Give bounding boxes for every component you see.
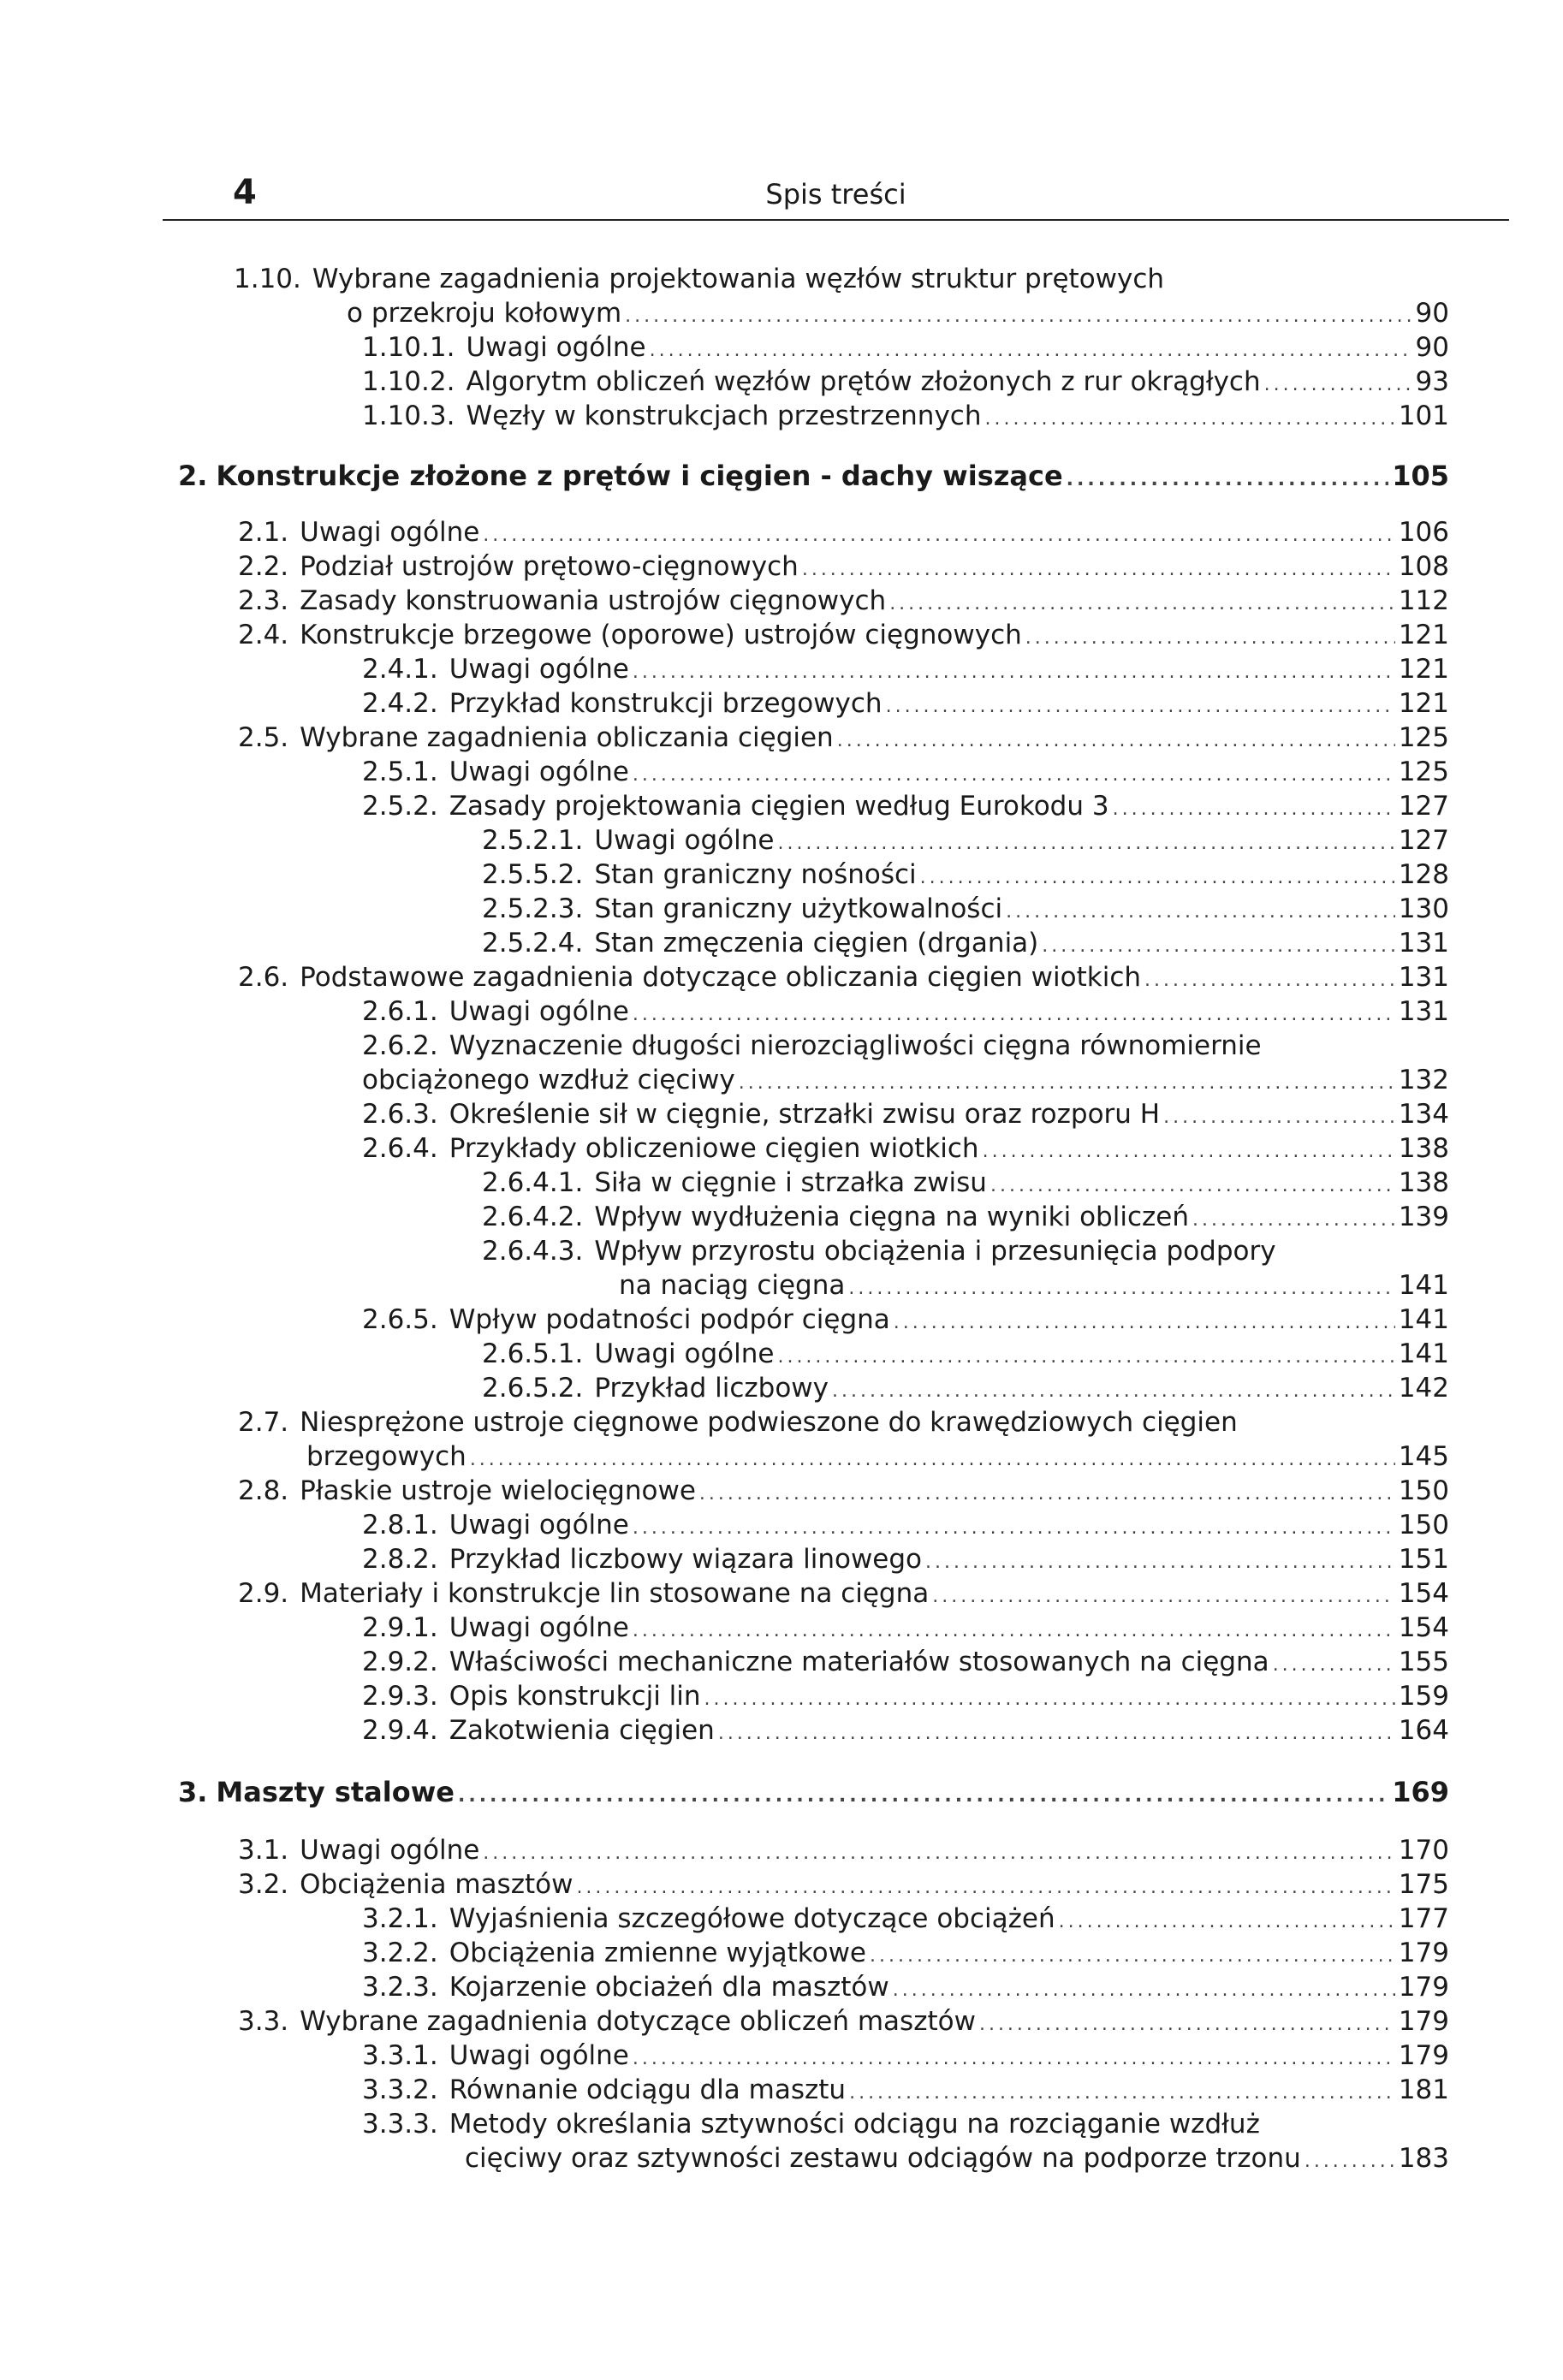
dot-leader bbox=[1273, 1648, 1395, 1683]
toc-entry-page: 90 bbox=[1415, 332, 1449, 363]
dot-leader bbox=[990, 1169, 1395, 1203]
toc-entry-number: 3.3. bbox=[238, 2006, 289, 2037]
dot-leader bbox=[633, 758, 1395, 792]
toc-entry-title: Uwagi ogólne bbox=[466, 332, 646, 363]
toc-entry-page: 127 bbox=[1398, 825, 1449, 856]
toc-entry-page: 138 bbox=[1398, 1133, 1449, 1164]
dot-leader bbox=[1067, 463, 1389, 497]
toc-entry-number: 3.3.1. bbox=[362, 2040, 438, 2071]
toc-entry-title: Uwagi ogólne bbox=[300, 517, 480, 548]
toc-entry-title: Uwagi ogólne bbox=[449, 1510, 629, 1540]
toc-entry-page: 125 bbox=[1398, 757, 1449, 787]
toc-entry-page: 150 bbox=[1398, 1510, 1449, 1540]
toc-entry-number: 2.8. bbox=[238, 1475, 289, 1506]
toc-entry-number: 2.4.1. bbox=[362, 654, 438, 685]
toc-entry-page: 121 bbox=[1398, 620, 1449, 650]
toc-entry-page: 128 bbox=[1398, 859, 1449, 890]
toc-entry-title-line1: Wpływ przyrostu obciążenia i przesunięcia podpory bbox=[594, 1236, 1276, 1267]
toc-entry[interactable] bbox=[362, 652, 1449, 690]
toc-entry-number: 2.9.1. bbox=[362, 1612, 438, 1643]
dot-leader bbox=[633, 998, 1395, 1032]
toc-entry[interactable] bbox=[306, 1439, 1449, 1477]
dot-leader bbox=[576, 1871, 1394, 1905]
dot-leader bbox=[470, 1443, 1395, 1477]
toc-entry-title: Przykład liczbowy wiązara linowego bbox=[449, 1544, 923, 1575]
toc-entry-title: Zasady projektowania cięgien według Eurokodu 3 bbox=[449, 791, 1109, 822]
toc-entry-first-line bbox=[362, 1029, 1262, 1063]
toc-entry[interactable] bbox=[482, 892, 1449, 929]
dot-leader bbox=[777, 1340, 1394, 1374]
toc-entry[interactable] bbox=[362, 1611, 1449, 1648]
toc-entry-number: 2.5.2. bbox=[362, 791, 438, 822]
toc-entry-title: Wpływ podatności podpór cięgna bbox=[449, 1304, 890, 1335]
toc-entry-number: 2.6.4.3. bbox=[482, 1236, 584, 1267]
toc-entry-page: 93 bbox=[1415, 366, 1449, 397]
toc-entry-number: 3.2.2. bbox=[362, 1938, 438, 1968]
dot-leader bbox=[849, 2076, 1395, 2110]
toc-entry-number: 2.2. bbox=[238, 551, 289, 582]
dot-leader bbox=[483, 1837, 1395, 1871]
dot-leader bbox=[633, 2042, 1395, 2076]
dot-leader bbox=[633, 1614, 1395, 1648]
toc-entry-number: 1.10.2. bbox=[362, 366, 455, 397]
toc-entry-title: Obciążenia zmienne wyjątkowe bbox=[449, 1938, 867, 1968]
toc-entry-title-line1: Wyznaczenie długości nierozciągliwości cięgna równomiernie bbox=[449, 1030, 1262, 1061]
toc-entry-title: Płaskie ustroje wielocięgnowe bbox=[300, 1475, 696, 1506]
toc-entry-title: Wybrane zagadnienia dotyczące obliczeń masztów bbox=[300, 2006, 976, 2037]
toc-entry-title: Węzły w konstrukcjach przestrzennych bbox=[466, 401, 982, 431]
toc-entry-number: 3. bbox=[178, 1776, 208, 1808]
toc-entry-number: 3.3.3. bbox=[362, 2109, 438, 2140]
dot-leader bbox=[1192, 1203, 1395, 1237]
toc-entry-page: 145 bbox=[1398, 1441, 1449, 1472]
toc-entry-page: 108 bbox=[1398, 551, 1449, 582]
dot-leader bbox=[633, 656, 1395, 690]
toc-entry-page: 131 bbox=[1398, 996, 1449, 1027]
toc-entry[interactable] bbox=[482, 1200, 1449, 1237]
toc-entry-number: 2.4.2. bbox=[362, 688, 438, 719]
toc-entry-page: 177 bbox=[1398, 1903, 1449, 1934]
toc-entry-number: 1.10. bbox=[234, 264, 301, 294]
toc-entry-first-line bbox=[238, 1405, 1238, 1439]
toc-entry-number: 2.6.3. bbox=[362, 1099, 438, 1130]
dot-leader bbox=[870, 1939, 1395, 1973]
toc-entry-page: 150 bbox=[1398, 1475, 1449, 1506]
toc-entry-page: 179 bbox=[1398, 1938, 1449, 1968]
toc-entry[interactable] bbox=[238, 1474, 1449, 1511]
toc-entry-number: 2.5.2.1. bbox=[482, 825, 584, 856]
toc-entry-page: 164 bbox=[1398, 1715, 1449, 1746]
toc-entry-number: 3.2.1. bbox=[362, 1903, 438, 1934]
toc-entry-title: Uwagi ogólne bbox=[449, 1612, 629, 1643]
dot-leader bbox=[1264, 368, 1412, 402]
toc-entry[interactable] bbox=[362, 1303, 1449, 1340]
toc-entry-number: 1.10.3. bbox=[362, 401, 455, 431]
toc-entry-page: 101 bbox=[1398, 401, 1449, 431]
toc-entry-page: 134 bbox=[1398, 1099, 1449, 1130]
toc-entry-title: Równanie odciągu dla masztu bbox=[449, 2074, 847, 2105]
dot-leader bbox=[832, 1374, 1395, 1409]
toc-entry-page: 151 bbox=[1398, 1544, 1449, 1575]
toc-entry[interactable] bbox=[362, 330, 1449, 368]
toc-entry-title: Uwagi ogólne bbox=[449, 996, 629, 1027]
toc-entry-title: Konstrukcje brzegowe (oporowe) ustrojów cięgnowych bbox=[300, 620, 1022, 650]
toc-entry-title: Konstrukcje złożone z prętów i cięgien - dachy wiszące bbox=[216, 460, 1063, 492]
toc-entry-title: Siła w cięgnie i strzałka zwisu bbox=[594, 1167, 987, 1198]
toc-entry-number: 2.6.4. bbox=[362, 1133, 438, 1164]
dot-leader bbox=[704, 1683, 1395, 1717]
dot-leader bbox=[979, 2008, 1395, 2042]
toc-entry-number: 2.5.2.3. bbox=[482, 893, 584, 924]
toc-entry-number: 2.6.5.2. bbox=[482, 1373, 584, 1404]
toc-entry-number: 2.5.1. bbox=[362, 757, 438, 787]
toc-entry-number: 3.1. bbox=[238, 1835, 289, 1866]
toc-entry[interactable] bbox=[362, 1713, 1449, 1751]
dot-leader bbox=[1163, 1101, 1395, 1135]
toc-entry-first-line bbox=[482, 1234, 1276, 1268]
toc-entry[interactable] bbox=[482, 823, 1449, 861]
dot-leader bbox=[1144, 964, 1395, 998]
toc-entry[interactable] bbox=[362, 2073, 1449, 2110]
dot-leader bbox=[1006, 895, 1395, 929]
toc-entry-page: 181 bbox=[1398, 2074, 1449, 2105]
toc-entry[interactable] bbox=[482, 926, 1449, 964]
toc-entry-title: Stan graniczny użytkowalności bbox=[594, 893, 1003, 924]
toc-entry[interactable] bbox=[482, 1166, 1449, 1203]
toc-entry[interactable] bbox=[362, 1097, 1449, 1135]
toc-entry[interactable] bbox=[362, 994, 1449, 1032]
dot-leader bbox=[893, 1973, 1395, 2008]
dot-leader bbox=[886, 690, 1395, 724]
toc-entry-title: Wpływ wydłużenia cięgna na wyniki obliczeń bbox=[594, 1202, 1189, 1232]
toc-entry-number: 2. bbox=[178, 460, 208, 492]
toc-entry-number: 2.6.4.1. bbox=[482, 1167, 584, 1198]
dot-leader bbox=[983, 1135, 1395, 1169]
toc-entry[interactable] bbox=[362, 2039, 1449, 2076]
toc-entry-number: 2.6.5. bbox=[362, 1304, 438, 1335]
toc-entry-title: Uwagi ogólne bbox=[594, 1338, 775, 1369]
toc-entry[interactable] bbox=[362, 1508, 1449, 1546]
dot-leader bbox=[483, 519, 1395, 553]
toc-entry[interactable] bbox=[238, 1867, 1449, 1905]
toc-entry[interactable] bbox=[362, 1645, 1449, 1683]
toc-entry-number: 2.9.3. bbox=[362, 1681, 438, 1712]
toc-entry[interactable] bbox=[238, 721, 1449, 758]
toc-entry-title: Kojarzenie obciażeń dla masztów bbox=[449, 1972, 889, 2003]
toc-entry-page: 141 bbox=[1398, 1304, 1449, 1335]
dot-leader bbox=[802, 553, 1395, 587]
toc-entry[interactable] bbox=[482, 858, 1449, 895]
toc-entry[interactable] bbox=[362, 1970, 1449, 2008]
toc-entry[interactable] bbox=[482, 1337, 1449, 1374]
dot-leader bbox=[699, 1477, 1395, 1511]
toc-entry-page: 139 bbox=[1398, 1202, 1449, 1232]
dot-leader bbox=[894, 1306, 1395, 1340]
toc-entry-title: Materiały i konstrukcje lin stosowane na cięgna bbox=[300, 1578, 930, 1609]
toc-entry-title: Wyjaśnienia szczegółowe dotyczące obciążeń bbox=[449, 1903, 1055, 1934]
toc-entry[interactable] bbox=[619, 1268, 1449, 1306]
running-title: Spis treści bbox=[765, 178, 906, 211]
toc-entry[interactable] bbox=[362, 365, 1449, 402]
toc-entry-title: Przykłady obliczeniowe cięgien wiotkich bbox=[449, 1133, 979, 1164]
toc-entry-number: 2.5.2.4. bbox=[482, 928, 584, 959]
dot-leader bbox=[1113, 792, 1395, 827]
toc-entry-page: 125 bbox=[1398, 722, 1449, 753]
dot-leader bbox=[777, 827, 1394, 861]
toc-entry-number: 2.7. bbox=[238, 1407, 289, 1438]
toc-entry-title-line1: Wybrane zagadnienia projektowania węzłów struktur prętowych bbox=[312, 264, 1165, 294]
toc-entry-title: Wybrane zagadnienia obliczania cięgien bbox=[300, 722, 834, 753]
toc-entry-page: 131 bbox=[1398, 962, 1449, 993]
toc-entry-page: 105 bbox=[1392, 460, 1449, 492]
toc-entry-first-line bbox=[234, 262, 1164, 296]
toc-entry-title: Podział ustrojów prętowo-cięgnowych bbox=[300, 551, 799, 582]
toc-entry-title: o przekroju kołowym bbox=[347, 298, 622, 329]
dot-leader bbox=[985, 402, 1395, 436]
dot-leader bbox=[837, 724, 1395, 758]
toc-entry[interactable] bbox=[362, 686, 1449, 724]
dot-leader bbox=[458, 1779, 1388, 1813]
toc-entry-number: 2.9.2. bbox=[362, 1647, 438, 1677]
toc-entry-page: 130 bbox=[1398, 893, 1449, 924]
toc-entry-number: 2.6.2. bbox=[362, 1030, 438, 1061]
dot-leader bbox=[633, 1511, 1395, 1546]
toc-entry[interactable] bbox=[238, 618, 1449, 656]
toc-entry-title: Uwagi ogólne bbox=[300, 1835, 480, 1866]
page-header bbox=[163, 171, 1509, 221]
toc-entry[interactable] bbox=[362, 399, 1449, 436]
toc-entry[interactable] bbox=[238, 2004, 1449, 2042]
toc-entry-title-line1: Metody określania sztywności odciągu na rozciąganie wzdłuż bbox=[449, 2109, 1260, 2140]
toc-entry-number: 2.8.1. bbox=[362, 1510, 438, 1540]
toc-entry-title: Uwagi ogólne bbox=[449, 654, 629, 685]
toc-entry-title: Maszty stalowe bbox=[216, 1776, 455, 1808]
toc-entry-page: 131 bbox=[1398, 928, 1449, 959]
toc-entry-number: 2.9. bbox=[238, 1578, 289, 1609]
toc-entry-title: Uwagi ogólne bbox=[449, 757, 629, 787]
toc-entry[interactable] bbox=[362, 1542, 1449, 1580]
toc-entry[interactable] bbox=[238, 515, 1449, 553]
toc-entry-page: 121 bbox=[1398, 688, 1449, 719]
toc-entry-title-line1: Niesprężone ustroje cięgnowe podwieszone do krawędziowych cięgien bbox=[300, 1407, 1238, 1438]
toc-entry-page: 138 bbox=[1398, 1167, 1449, 1198]
toc-entry[interactable] bbox=[347, 296, 1449, 334]
toc-entry-title: Zakotwienia cięgien bbox=[449, 1715, 715, 1746]
toc-entry-title: Stan zmęczenia cięgien (drgania) bbox=[594, 928, 1039, 959]
toc-entry-page: 159 bbox=[1398, 1681, 1449, 1712]
toc-entry-page: 179 bbox=[1398, 1972, 1449, 2003]
toc-entry-page: 132 bbox=[1398, 1065, 1449, 1095]
toc-entry-number: 2.8.2. bbox=[362, 1544, 438, 1575]
toc-entry[interactable] bbox=[465, 2141, 1449, 2179]
toc-entry-page: 154 bbox=[1398, 1612, 1449, 1643]
dot-leader bbox=[920, 861, 1395, 895]
toc-entry-page: 183 bbox=[1398, 2143, 1449, 2174]
toc-entry[interactable] bbox=[238, 1576, 1449, 1614]
toc-entry-title: Opis konstrukcji lin bbox=[449, 1681, 701, 1712]
toc-entry-first-line bbox=[362, 2107, 1260, 2141]
toc-entry[interactable] bbox=[362, 1902, 1449, 1939]
toc-entry-number: 2.3. bbox=[238, 585, 289, 616]
toc-entry-page: 106 bbox=[1398, 517, 1449, 548]
toc-entry-title: Uwagi ogólne bbox=[449, 2040, 629, 2071]
toc-entry-title: na naciąg cięgna bbox=[619, 1270, 846, 1301]
toc-entry[interactable] bbox=[362, 1936, 1449, 1973]
toc-entry-page: 142 bbox=[1398, 1373, 1449, 1404]
dot-leader bbox=[625, 300, 1411, 334]
toc-entry-title: Zasady konstruowania ustrojów cięgnowych bbox=[300, 585, 887, 616]
toc-chapter-entry[interactable] bbox=[178, 1775, 1449, 1813]
toc-entry-title: Algorytm obliczeń węzłów prętów złożonych z rur okrągłych bbox=[466, 366, 1261, 397]
toc-entry-number: 1.10.1. bbox=[362, 332, 455, 363]
dot-leader bbox=[1059, 1905, 1395, 1939]
dot-leader bbox=[1042, 929, 1395, 964]
dot-leader bbox=[650, 334, 1412, 368]
toc-entry-title: Obciążenia masztów bbox=[300, 1869, 573, 1900]
toc-entry-number: 3.3.2. bbox=[362, 2074, 438, 2105]
page-number: 4 bbox=[233, 173, 257, 212]
toc-entry-number: 2.6.1. bbox=[362, 996, 438, 1027]
dot-leader bbox=[932, 1580, 1395, 1614]
toc-entry-page: 175 bbox=[1398, 1869, 1449, 1900]
toc-entry[interactable] bbox=[482, 1371, 1449, 1409]
toc-entry-page: 141 bbox=[1398, 1270, 1449, 1301]
toc-entry-title: Przykład liczbowy bbox=[594, 1373, 829, 1404]
toc-entry-number: 2.5. bbox=[238, 722, 289, 753]
toc-entry-page: 90 bbox=[1415, 298, 1449, 329]
toc-entry-page: 112 bbox=[1398, 585, 1449, 616]
toc-entry[interactable] bbox=[362, 755, 1449, 792]
dot-leader bbox=[889, 587, 1395, 621]
toc-entry-number: 3.2.3. bbox=[362, 1972, 438, 2003]
toc-entry-number: 2.6. bbox=[238, 962, 289, 993]
toc-entry-title: Uwagi ogólne bbox=[594, 825, 775, 856]
dot-leader bbox=[848, 1272, 1394, 1306]
toc-entry-title: Przykład konstrukcji brzegowych bbox=[449, 688, 883, 719]
toc-entry-page: 127 bbox=[1398, 791, 1449, 822]
toc-entry-number: 2.1. bbox=[238, 517, 289, 548]
dot-leader bbox=[1304, 2145, 1395, 2179]
toc-entry[interactable] bbox=[362, 1063, 1449, 1101]
toc-entry-title: Stan graniczny nośności bbox=[594, 859, 917, 890]
toc-entry[interactable] bbox=[362, 1131, 1449, 1169]
toc-entry-number: 2.6.4.2. bbox=[482, 1202, 584, 1232]
dot-leader bbox=[739, 1066, 1395, 1101]
toc-entry[interactable] bbox=[362, 789, 1449, 827]
toc-entry-title: cięciwy oraz sztywności zestawu odciągów na podporze trzonu bbox=[465, 2143, 1301, 2174]
toc-chapter-entry[interactable] bbox=[178, 459, 1449, 497]
toc-entry-number: 3.2. bbox=[238, 1869, 289, 1900]
toc-entry-number: 2.6.5.1. bbox=[482, 1338, 584, 1369]
toc-entry[interactable] bbox=[362, 1679, 1449, 1717]
toc-entry-title: brzegowych bbox=[306, 1441, 467, 1472]
dot-leader bbox=[718, 1717, 1395, 1751]
toc-entry-page: 179 bbox=[1398, 2006, 1449, 2037]
toc-entry-page: 155 bbox=[1398, 1647, 1449, 1677]
toc-entry-page: 179 bbox=[1398, 2040, 1449, 2071]
toc-entry[interactable] bbox=[238, 549, 1449, 587]
toc-entry-page: 154 bbox=[1398, 1578, 1449, 1609]
toc-entry-number: 2.9.4. bbox=[362, 1715, 438, 1746]
toc-entry-page: 169 bbox=[1392, 1776, 1449, 1808]
toc-entry-title: obciążonego wzdłuż cięciwy bbox=[362, 1065, 735, 1095]
dot-leader bbox=[1025, 621, 1395, 656]
toc-entry-title: Podstawowe zagadnienia dotyczące obliczania cięgien wiotkich bbox=[300, 962, 1142, 993]
toc-entry[interactable] bbox=[238, 584, 1449, 621]
toc-entry[interactable] bbox=[238, 1833, 1449, 1871]
toc-entry-number: 2.4. bbox=[238, 620, 289, 650]
toc-entry-number: 2.5.5.2. bbox=[482, 859, 584, 890]
toc-entry-page: 141 bbox=[1398, 1338, 1449, 1369]
toc-entry-page: 170 bbox=[1398, 1835, 1449, 1866]
dot-leader bbox=[925, 1546, 1395, 1580]
toc-entry-title: Właściwości mechaniczne materiałów stosowanych na cięgna bbox=[449, 1647, 1269, 1677]
toc-entry-title: Określenie sił w cięgnie, strzałki zwisu oraz rozporu H bbox=[449, 1099, 1161, 1130]
toc-entry-page: 121 bbox=[1398, 654, 1449, 685]
toc-entry[interactable] bbox=[238, 960, 1449, 998]
